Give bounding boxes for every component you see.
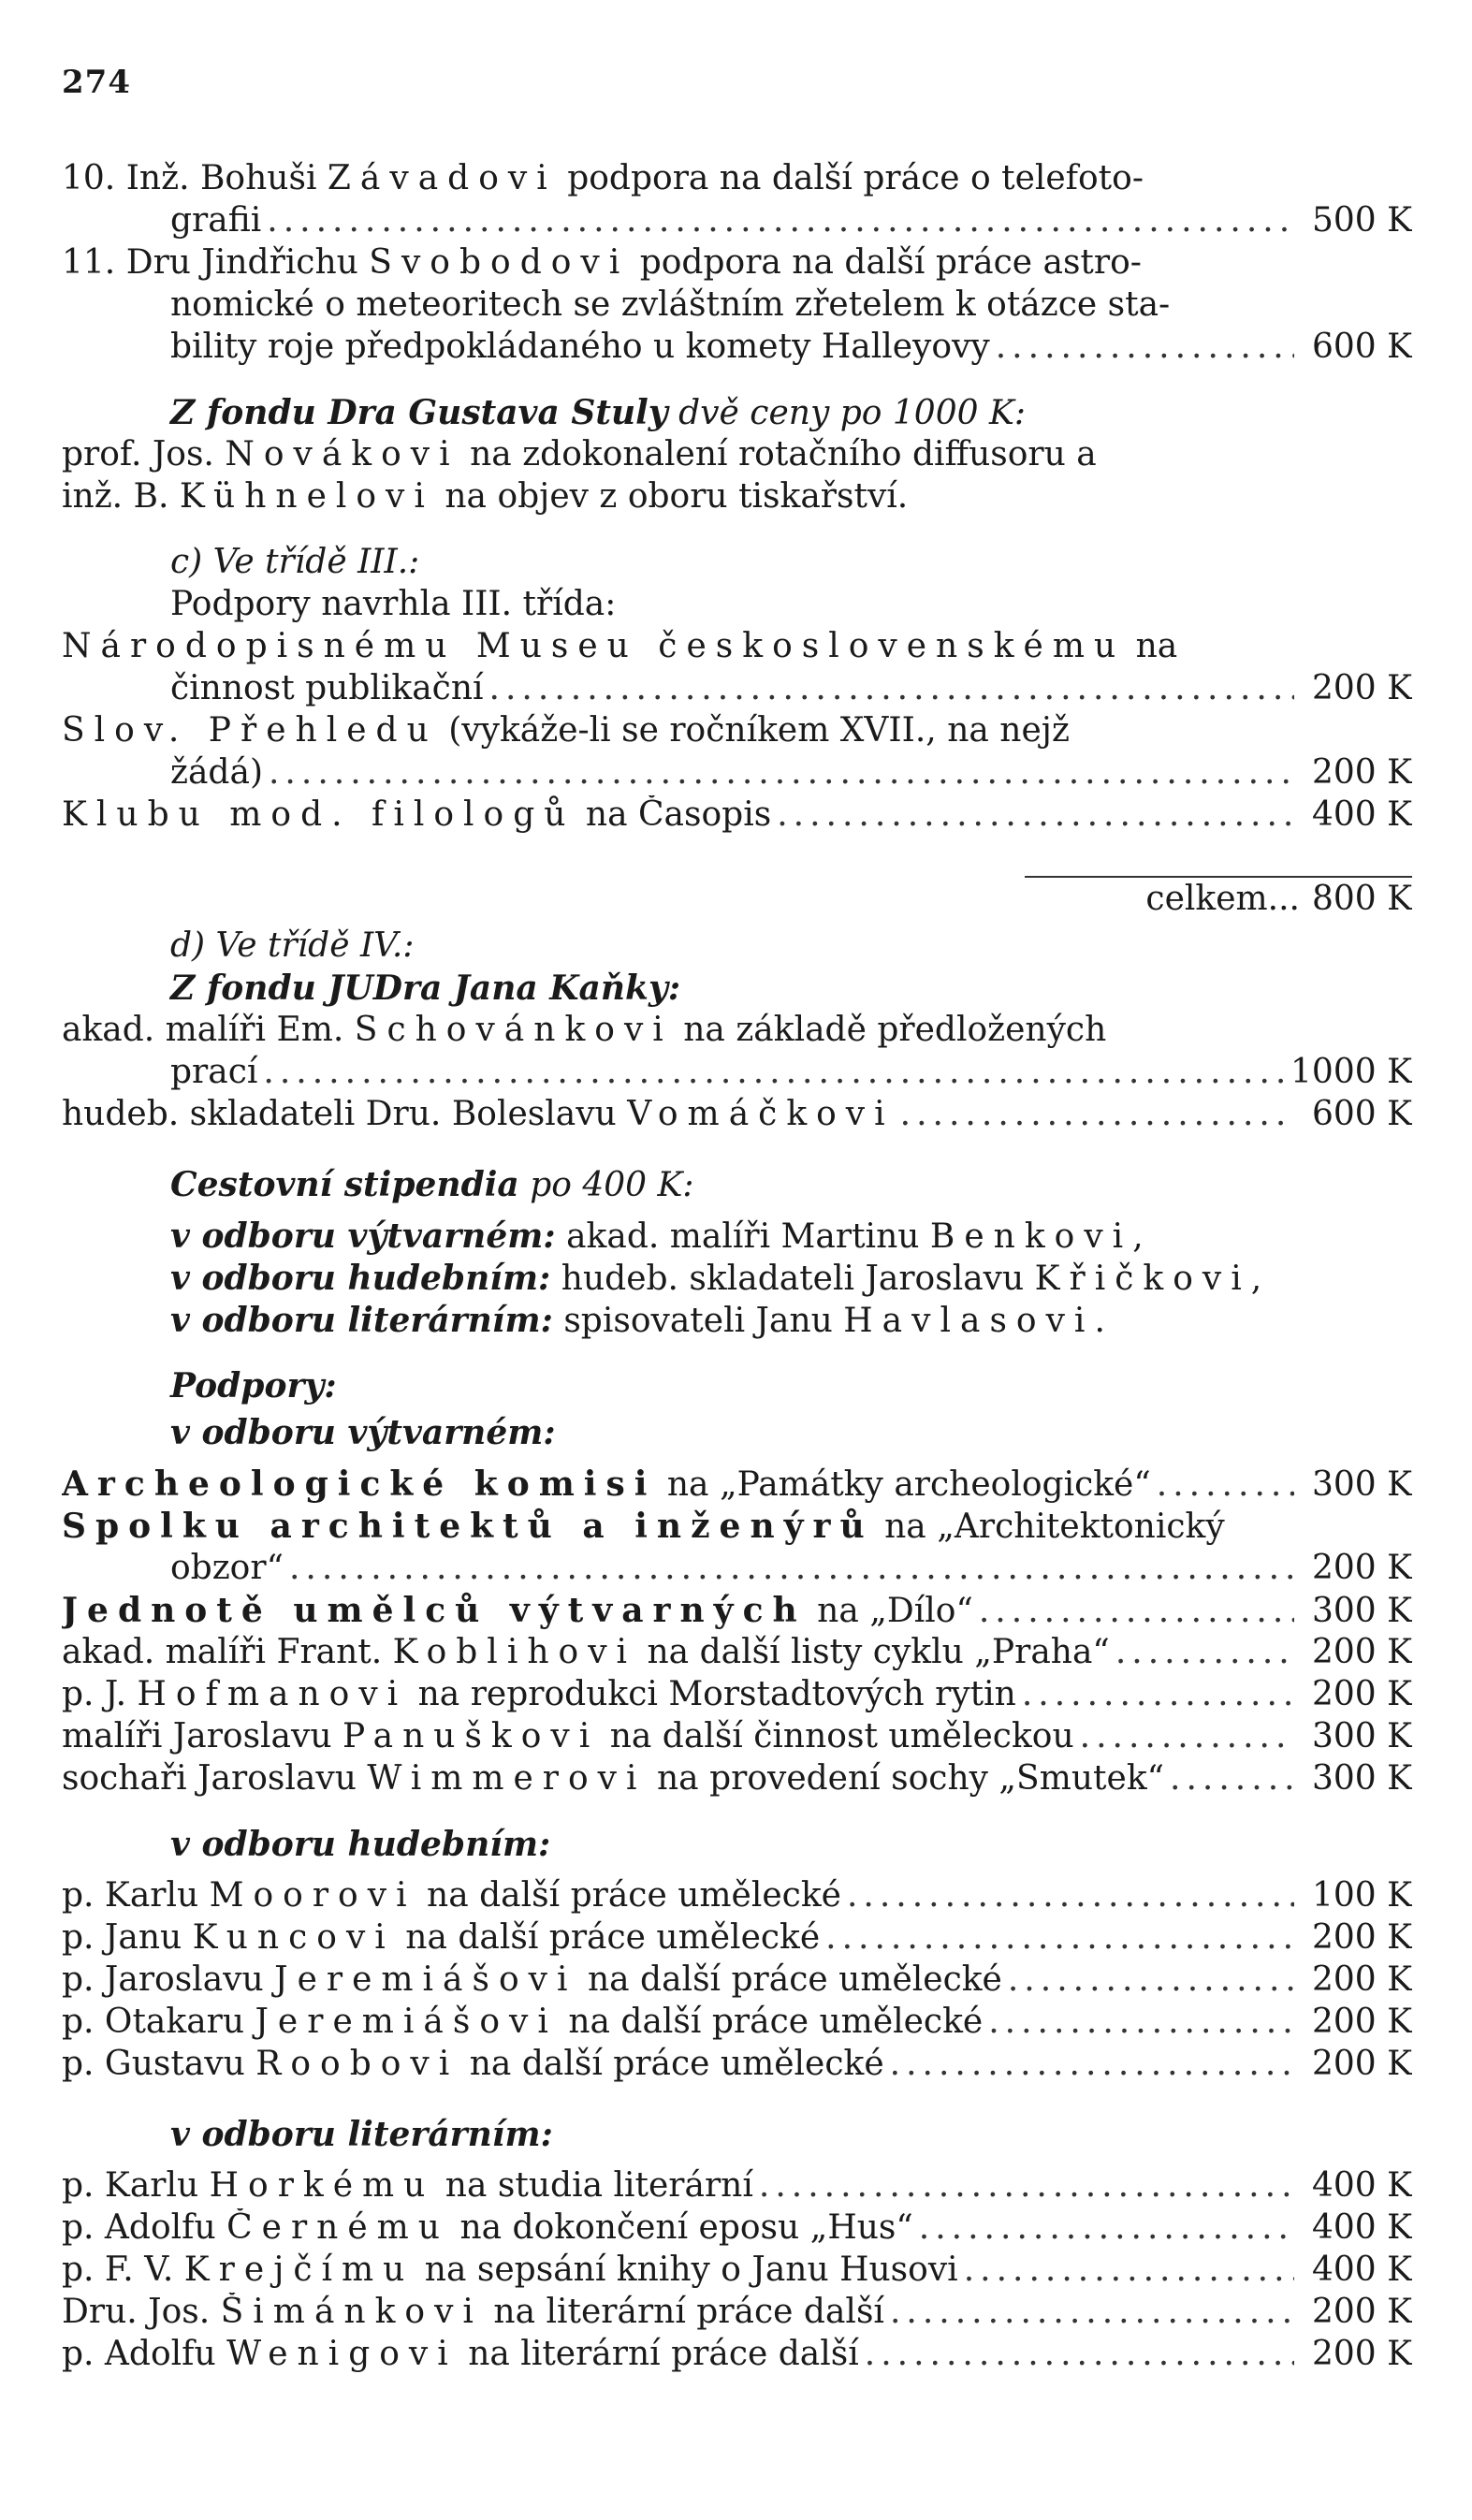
person-name: Panuškovi [342, 1717, 600, 1755]
leader-dots [1170, 1759, 1294, 1798]
podpora-v3: Jednotě umělců výtvarných na „Dílo“ ..... 300 K [62, 1591, 1412, 1632]
podpora-l2: p. Adolfu Černému na dokončení eposu „Hus“ ..... 400 K [62, 2208, 1412, 2250]
leader-dots [988, 2003, 1294, 2041]
amount: 200 K [1311, 753, 1412, 792]
leader-dots [1157, 1465, 1294, 1504]
person-name: Koblihovi [392, 1633, 637, 1671]
podpora-h2: p. Janu Kuncovi na další práce umělecké ..... 200 K [62, 1918, 1412, 1959]
class-4-entry-1-cont: prací ..... 1000 K [170, 1053, 1412, 1094]
class-3-entry-2-cont: žádá) ..... 200 K [170, 753, 1412, 794]
total-label: celkem... [1145, 880, 1300, 918]
institution-name: Jednotě umělců výtvarných [62, 1591, 807, 1630]
class-3-total [62, 880, 1412, 921]
leader-dots [890, 2293, 1294, 2331]
leader-dots [825, 1918, 1294, 1957]
item-11-line-1: 11. Dru Jindřichu Svobodovi podpora na další práce astro- [62, 243, 1142, 282]
amount: 200 K [1311, 1633, 1412, 1671]
stuly-line-2: inž. B. Kühnelovi na objev z oboru tiskařství. [62, 477, 909, 516]
amount: 1000 K [1290, 1053, 1412, 1091]
class-3-entry-1: Národopisnému Museu československému na [62, 627, 1178, 665]
podpora-l4: Dru. Jos. Šimánkovi na literární práce další ..... 200 K [62, 2293, 1412, 2334]
page-number: 274 [62, 64, 131, 101]
person-name: Jeremiášovi [274, 1960, 577, 1999]
item-number: 11. [62, 243, 116, 282]
item-number: 10. [62, 159, 116, 197]
person-name: Schovánkovi [354, 1011, 673, 1049]
amount: 200 K [1311, 1918, 1412, 1957]
person-name: Jeremiášovi [255, 2003, 558, 2041]
amount: 600 K [1311, 1095, 1412, 1133]
amount: 600 K [1311, 328, 1412, 366]
amount: 200 K [1311, 1960, 1412, 1999]
amount: 300 K [1311, 1592, 1412, 1630]
leader-dots [996, 328, 1294, 366]
person-name: Závadovi [327, 159, 557, 197]
person-name: Roobovi [255, 2045, 459, 2083]
podpora-h3: p. Jaroslavu Jeremiášovi na další práce umělecké ..... 200 K [62, 1960, 1412, 2002]
institution-name: Slov. Přehledu [62, 711, 438, 750]
person-name: Šimánkovi [220, 2293, 483, 2331]
amount: 500 K [1311, 201, 1412, 240]
amount: 200 K [1311, 1675, 1412, 1713]
item-10-line-1: 10. Inž. Bohuši Závadovi podpora na další práce o telefoto- [62, 159, 1144, 197]
amount: 200 K [1311, 1549, 1412, 1587]
person-name: Černému [226, 2208, 449, 2247]
podpora-v6: malíři Jaroslavu Panuškovi na další činnost uměleckou ..... 300 K [62, 1717, 1412, 1758]
podpora-v7: sochaři Jaroslavu Wimmerovi na provedení sochy „Smutek“ ..... 300 K [62, 1759, 1412, 1800]
person-name: Vomáčkovi [627, 1095, 895, 1133]
person-name: Horkému [209, 2166, 435, 2205]
person-name: Křičkovi [1034, 1260, 1251, 1298]
person-name: Kühnelovi [179, 477, 434, 516]
amount: 200 K [1311, 2003, 1412, 2041]
amount: 300 K [1311, 1717, 1412, 1755]
person-name: Hofmanovi [137, 1675, 408, 1713]
leader-dots [289, 1549, 1294, 1587]
fond-stuly-heading: Z fondu Dra Gustava Stuly dvě ceny po 1000 K: [170, 393, 1026, 432]
travel-line-2: v odboru hudebním: hudeb. skladateli Jaroslavu Křičkovi, [170, 1259, 1262, 1298]
class-3-intro: Podpory navrhla III. třída: [170, 585, 617, 623]
leader-dots [890, 2045, 1294, 2083]
leader-dots [919, 2208, 1294, 2247]
class-3-entry-1-cont: činnost publikační ..... 200 K [170, 669, 1412, 710]
literarni-heading: v odboru literárním: [170, 2115, 553, 2154]
travel-line-1: v odboru výtvarném: akad. malíři Martinu Benkovi, [170, 1216, 1144, 1256]
institution-name: Klubu mod. filologů [62, 795, 576, 834]
person-name: Wimmerovi [367, 1759, 647, 1798]
podpora-v1: Archeologické komisi na „Památky archeologické“ ..... 300 K [62, 1464, 1412, 1506]
podpora-v4: akad. malíři Frant. Koblihovi na další listy cyklu „Praha“ ..... 200 K [62, 1633, 1412, 1674]
travel-heading: Cestovní stipendia po 400 K: [170, 1165, 694, 1204]
travel-line-3: v odboru literárním: spisovateli Janu Havlasovi. [170, 1301, 1105, 1340]
podpora-v2: Spolku architektů a inženýrů na „Architektonický [62, 1507, 1225, 1546]
podpora-h1: p. Karlu Moorovi na další práce umělecké ..... 100 K [62, 1876, 1412, 1917]
leader-dots [777, 795, 1294, 834]
total-amount: 800 K [1311, 880, 1412, 918]
leader-dots [1008, 1960, 1294, 1999]
leader-dots [1022, 1675, 1294, 1713]
person-name: Novákovi [225, 435, 459, 473]
amount: 200 K [1311, 2335, 1412, 2373]
class-4-entry-2: hudeb. skladateli Dru. Boleslavu Vomáčkovi ..... 600 K [62, 1095, 1412, 1136]
leader-dots [1115, 1633, 1294, 1671]
leader-dots [263, 1053, 1285, 1091]
class-3-entry-3: Klubu mod. filologů na Časopis ..... 400 K [62, 795, 1412, 837]
leader-dots [979, 1592, 1294, 1630]
person-name: Krejčímu [183, 2251, 415, 2289]
person-name: Svobodovi [369, 243, 630, 282]
leader-dots [269, 753, 1294, 792]
podpora-l3: p. F. V. Krejčímu na sepsání knihy o Janu Husovi ..... 400 K [62, 2251, 1412, 2292]
leader-dots [759, 2166, 1294, 2205]
amount: 200 K [1311, 669, 1412, 707]
sum-rule [1025, 876, 1412, 878]
amount: 300 K [1311, 1465, 1412, 1504]
amount: 400 K [1311, 2208, 1412, 2247]
institution-name: Archeologické komisi [62, 1464, 657, 1504]
vytvarny-heading: v odboru výtvarném: [170, 1413, 556, 1452]
class-3-entry-2: Slov. Přehledu (vykáže-li se ročníkem XVII., na nejž [62, 711, 1070, 750]
amount: 100 K [1311, 1876, 1412, 1915]
person-name: Kuncovi [192, 1918, 395, 1957]
leader-dots [267, 201, 1294, 240]
amount: 300 K [1311, 1759, 1412, 1798]
leader-dots [1080, 1717, 1294, 1755]
podpora-v2-cont: obzor“ ..... 200 K [170, 1549, 1412, 1590]
institution-name: Spolku architektů a inženýrů [62, 1507, 874, 1546]
person-name: Moorovi [209, 1876, 416, 1915]
institution-name: Národopisnému Museu československému [62, 627, 1126, 665]
item-11-line-2: nomické o meteoritech se zvláštním zřetelem k otázce sta- [170, 285, 1171, 324]
item-11-line-3: bility roje předpokládaného u komety Halleyovy ..... 600 K [170, 328, 1412, 369]
class-4-heading: d) Ve třídě IV.: [170, 926, 415, 965]
podpora-l1: p. Karlu Horkému na studia literární ..... 400 K [62, 2166, 1412, 2207]
class-3-heading: c) Ve třídě III.: [170, 543, 420, 581]
leader-dots [847, 1876, 1294, 1915]
class-4-entry-1: akad. malíři Em. Schovánkovi na základě předložených [62, 1011, 1107, 1049]
amount: 200 K [1311, 2045, 1412, 2083]
person-name: Wenigovi [226, 2335, 458, 2373]
podpory-heading: Podpory: [170, 1366, 337, 1406]
leader-dots [964, 2251, 1294, 2289]
amount: 200 K [1311, 2293, 1412, 2331]
amount: 400 K [1311, 2251, 1412, 2289]
leader-dots [865, 2335, 1294, 2373]
stuly-line-1: prof. Jos. Novákovi na zdokonalení rotačního diffusoru a [62, 435, 1097, 473]
podpora-l5: p. Adolfu Wenigovi na literární práce další ..... 200 K [62, 2335, 1412, 2376]
amount: 400 K [1311, 2166, 1412, 2205]
leader-dots [900, 1095, 1294, 1133]
fond-kanky-heading: Z fondu JUDra Jana Kaňky: [170, 969, 681, 1008]
person-name: Havlasovi [843, 1302, 1095, 1340]
hudebni-heading: v odboru hudebním: [170, 1825, 551, 1864]
podpora-h5: p. Gustavu Roobovi na další práce umělecké ..... 200 K [62, 2045, 1412, 2086]
amount: 400 K [1311, 795, 1412, 834]
leader-dots [489, 669, 1294, 707]
podpora-h4: p. Otakaru Jeremiášovi na další práce umělecké ..... 200 K [62, 2003, 1412, 2044]
person-name: Benkovi [929, 1217, 1133, 1256]
podpora-v5: p. J. Hofmanovi na reprodukci Morstadtových rytin ..... 200 K [62, 1675, 1412, 1716]
item-10-line-2: grafii ..... 500 K [170, 201, 1412, 242]
